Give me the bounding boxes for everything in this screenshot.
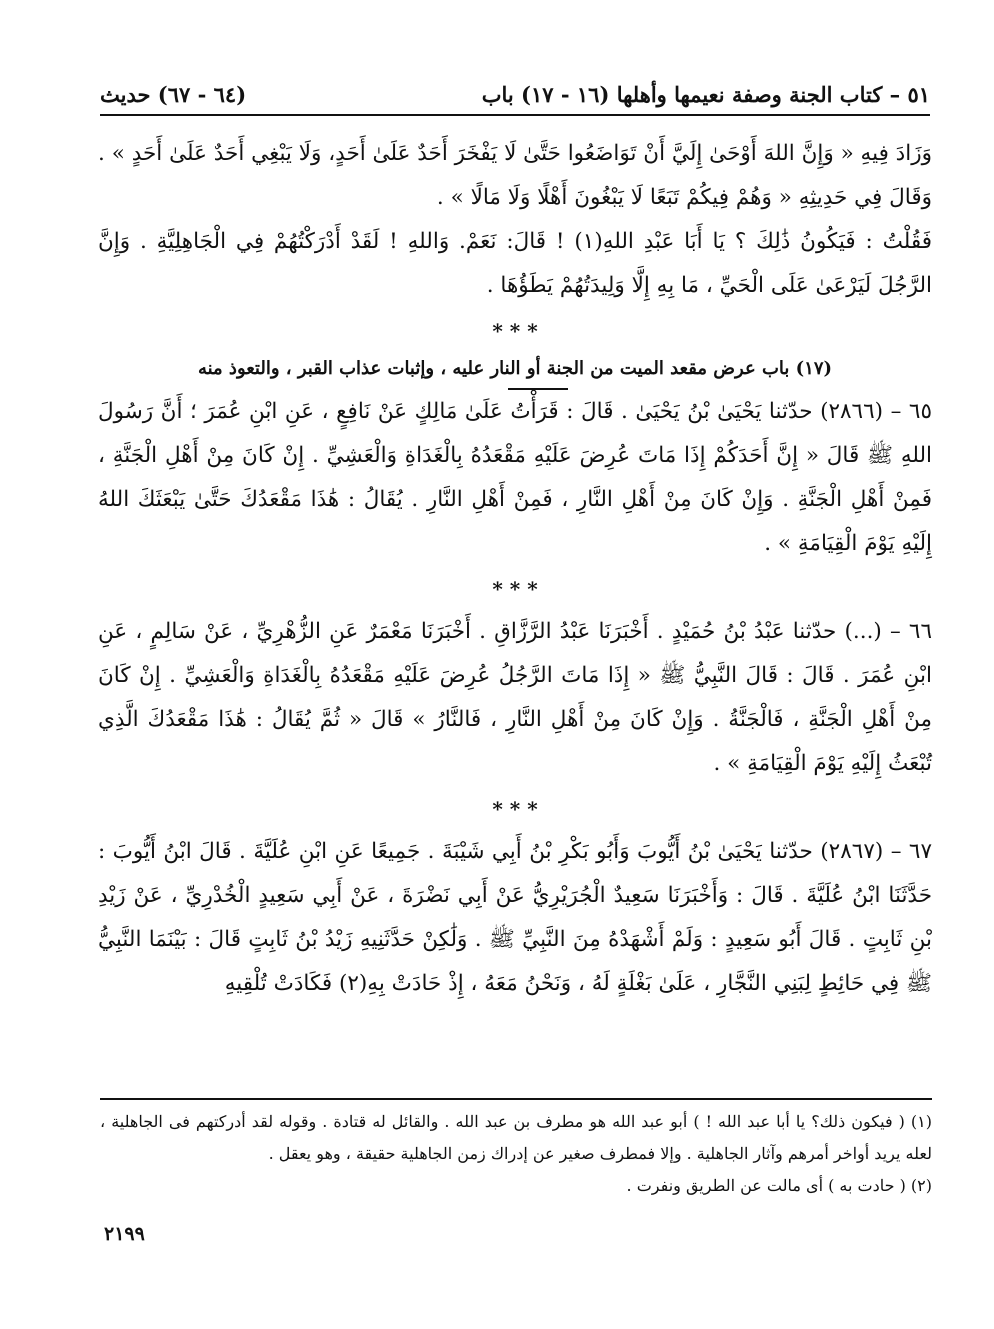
- footnote-2: (٢) ( حادت به ) أى مالت عن الطريق ونفرت .: [626, 1176, 932, 1195]
- hadith-65: ٦٥ – (٢٨٦٦) حدّثنا يَحْيَىٰ بْنُ يَحْيَىٰ . قَالَ : قَرَأْتُ عَلَىٰ مَالِكٍ عَنْ نَافِعٍ ، عَنِ ابْنِ عُمَرَ ؛ أَنَّ رَسُولَ اللهِ ﷺ قَالَ « إِنَّ أَحَدَكُمْ إِذَا مَاتَ عُرِضَ عَلَيْهِ مَقْعَدُهُ بِالْغَدَاةِ وَالْعَشِيِّ . إِنْ كَانَ مِنْ أَهْلِ الْجَنَّةِ ، فَمِنْ أَهْلِ الْجَنَّةِ . وَإِنْ كَانَ مِنْ أَهْلِ النَّارِ ، فَمِنْ أَهْلِ النَّارِ . يُقَالُ : هَٰذَا مَقْعَدُكَ حَتَّىٰ يَبْعَثَكَ اللهُ إِلَيْهِ يَوْمَ الْقِيَامَةِ » .: [98, 399, 932, 556]
- section-separator: * * *: [492, 797, 538, 821]
- section-separator: * * *: [492, 577, 538, 601]
- footnote-1: (١) ( فيكون ذلك؟ يا أبا عبد الله ! ) أبو عبد الله هو مطرف بن عبد الله . والقائل له قتادة . وقوله لقد أدركتهم فى الجاهلية ، لعله يريد أواخر أمرهم وآثار الجاهلية . وإلا فمطرف صغير عن إدراك زمن الجاهلية حقيقة ، وهو يعقل .: [100, 1112, 933, 1163]
- header-chapter-title: ٥١ – كتاب الجنة وصفة نعيمها وأهلها (١٦ - ١٧) باب: [481, 82, 930, 107]
- paragraph-qatada-question: فَقُلْتُ : فَيَكُونُ ذَٰلِكَ ؟ يَا أَبَا عَبْدِ اللهِ(١) ! قَالَ: نَعَمْ. وَاللهِ ! لَقَدْ أَدْرَكْتُهُمْ فِي الْجَاهِلِيَّةِ . وَإِنَّ الرَّجُلَ لَيَرْعَىٰ عَلَى الْحَيِّ ، مَا بِهِ إِلَّا وَلِيدَتُهُمْ يَطَؤُهَا .: [98, 229, 932, 298]
- chapter-heading: (١٧) باب عرض مقعد الميت من الجنة أو النار عليه ، وإثبات عذاب القبر ، والتعوذ منه: [197, 358, 833, 379]
- paragraph-hadith-narration: وَقَالَ فِي حَدِيثِهِ « وَهُمْ فِيكُمْ تَبَعًا لَا يَبْغُونَ أَهْلًا وَلَا مَالًا » .: [436, 185, 932, 210]
- running-header: [100, 80, 930, 116]
- hadith-66: ٦٦ – (...) حدّثنا عَبْدُ بْنُ حُمَيْدٍ . أَخْبَرَنَا عَبْدُ الرَّزَّاقِ . أَخْبَرَنَا مَعْمَرٌ عَنِ الزُّهْرِيِّ ، عَنْ سَالِمٍ ، عَنِ ابْنِ عُمَرَ . قَالَ : قَالَ النَّبِيُّ ﷺ « إِذَا مَاتَ الرَّجُلُ عُرِضَ عَلَيْهِ مَقْعَدُهُ بِالْغَدَاةِ وَالْعَشِيِّ . إِنْ كَانَ مِنْ أَهْلِ الْجَنَّةِ ، فَالْجَنَّةُ . وَإِنْ كَانَ مِنْ أَهْلِ النَّارِ ، فَالنَّارُ » قَالَ « ثُمَّ يُقَالُ : هَٰذَا مَقْعَدُكَ الَّذِي تُبْعَثُ إِلَيْهِ يَوْمَ الْقِيَامَةِ » .: [98, 619, 932, 776]
- paragraph-addition: وَزَادَ فِيهِ « وَإِنَّ اللهَ أَوْحَىٰ إِلَيَّ أَنْ تَوَاضَعُوا حَتَّىٰ لَا يَفْخَرَ أَحَدٌ عَلَىٰ أَحَدٍ، وَلَا يَبْغِي أَحَدٌ عَلَىٰ أَحَدٍ » .: [98, 141, 932, 166]
- header-hadith-range: (٦٤ - ٦٧) حديث: [100, 82, 247, 107]
- hadith-67: ٦٧ – (٢٨٦٧) حدّثنا يَحْيَىٰ بْنُ أَيُّوبَ وَأَبُو بَكْرِ بْنُ أَبِي شَيْبَةَ . جَمِيعًا عَنِ ابْنِ عُلَيَّةَ . قَالَ ابْنُ أَيُّوبَ : حَدَّثَنَا ابْنُ عُلَيَّةَ . قَالَ : وَأَخْبَرَنَا سَعِيدٌ الْجُرَيْرِيُّ عَنْ أَبِي نَضْرَةَ ، عَنْ أَبِي سَعِيدٍ الْخُدْرِيِّ ، عَنْ زَيْدِ بْنِ ثَابِتٍ . قَالَ أَبُو سَعِيدٍ : وَلَمْ أَشْهَدْهُ مِنَ النَّبِيِّ ﷺ . وَلَٰكِنْ حَدَّثَنِيهِ زَيْدُ بْنُ ثَابِتٍ قَالَ : بَيْنَمَا النَّبِيُّ ﷺ فِي حَائِطٍ لِبَنِي النَّجَّارِ ، عَلَىٰ بَغْلَةٍ لَهُ ، وَنَحْنُ مَعَهُ ، إِذْ حَادَتْ بِهِ(٢) فَكَادَتْ تُلْقِيهِ: [98, 839, 932, 996]
- main-text: [98, 132, 932, 1006]
- page-number: ٢١٩٩: [104, 1223, 145, 1245]
- section-separator: * * *: [492, 319, 538, 343]
- footnotes: [100, 1098, 932, 1202]
